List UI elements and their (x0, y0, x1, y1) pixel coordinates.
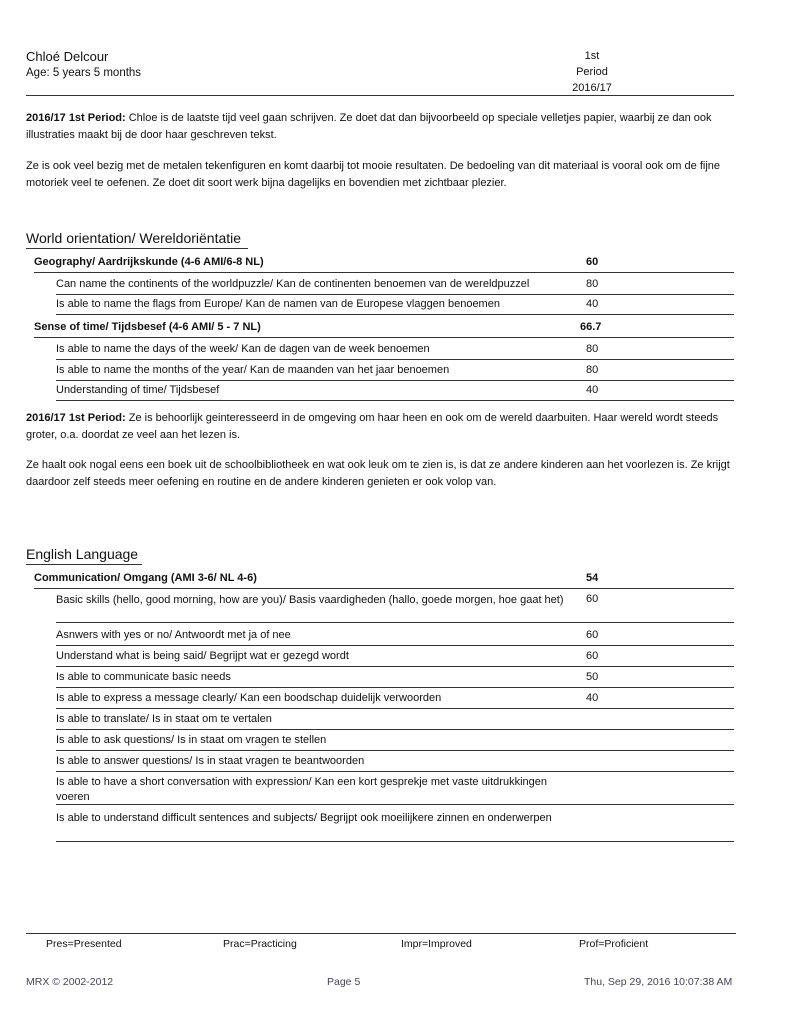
item-score: 40 (586, 298, 599, 310)
row-line (56, 804, 734, 805)
header-rule (26, 95, 734, 96)
legend-improved: Impr=Improved (401, 938, 472, 950)
intro-paragraph-2: Ze is ook veel bezig met de metalen tekenfiguren en komt daarbij tot mooie resultaten. De bedoeling van dit materiaal is vooral ook om de fijne motoriek veel te oefenen. Ze doet dit soort werk bijna dagelijks en bovendien met zichtbaar plezier. (26, 160, 720, 189)
table-row (56, 668, 734, 688)
item-score: 60 (586, 650, 599, 662)
item-label: Is able to name the days of the week/ Kan de dagen van de week benoemen (56, 343, 430, 355)
item-score: 80 (586, 364, 599, 376)
row-line (34, 588, 734, 589)
item-label: Basic skills (hello, good morning, how are you)/ Basis vaardigheden (hallo, goede morgen, hoe gaat het) (56, 594, 564, 606)
period-label-bold: 2016/17 1st Period: (26, 112, 126, 124)
row-line (56, 314, 734, 315)
table-row (56, 811, 734, 842)
item-score: 60 (586, 593, 599, 605)
section-underline-world (26, 248, 248, 249)
item-score: 40 (586, 692, 599, 704)
intro-paragraph-1 (26, 110, 736, 144)
table-row (56, 361, 734, 381)
legend-rule (26, 933, 736, 934)
period-line-2: Period (576, 66, 608, 78)
footer-timestamp: Thu, Sep 29, 2016 10:07:38 AM (584, 976, 733, 988)
section-title-english: English Language (26, 546, 139, 562)
table-row (56, 775, 734, 805)
item-label: Is able to understand difficult sentences and subjects/ Begrijpt ook moeilijkere zinnen en onderwerpen (56, 812, 552, 824)
period-line-3: 2016/17 (572, 82, 612, 94)
table-row (56, 381, 734, 401)
table-row (56, 710, 734, 730)
row-line (56, 622, 734, 623)
item-label: Asnwers with yes or no/ Antwoordt met ja of nee (56, 629, 291, 641)
student-age: Age: 5 years 5 months (26, 67, 142, 79)
table-row (56, 340, 734, 360)
group-row-geography (34, 253, 734, 273)
footer-page-number: Page 5 (327, 976, 361, 988)
section-underline-english (26, 564, 142, 565)
item-label: Understanding of time/ Tijdsbesef (56, 384, 220, 396)
item-label: Can name the continents of the worldpuzzle/ Kan de continenten benoemen van de wereldpuzzel (56, 278, 530, 290)
group-label: Geography/ Aardrijkskunde (4-6 AMI/6-8 NL) (34, 256, 264, 268)
table-row (56, 647, 734, 667)
row-line (56, 750, 734, 751)
item-label: Is able to express a message clearly/ Kan een boodschap duidelijk verwoorden (56, 692, 442, 704)
row-line (34, 272, 734, 273)
table-row (56, 593, 734, 623)
group-label: Sense of time/ Tijdsbesef (4-6 AMI/ 5 - 7 NL) (34, 321, 261, 333)
row-line (56, 729, 734, 730)
item-score: 80 (586, 278, 599, 290)
item-score: 50 (586, 671, 599, 683)
legend-proficient: Prof=Proficient (579, 938, 649, 950)
row-line (56, 645, 734, 646)
group-row-communication (34, 569, 734, 589)
group-row-time (34, 318, 734, 338)
table-row (56, 689, 734, 709)
student-name: Chloé Delcour (26, 49, 109, 64)
world-paragraph-1 (26, 410, 736, 444)
legend-presented: Pres=Presented (46, 938, 122, 950)
item-label: Is able to have a short conversation with expression/ Kan een kort gesprekje met vaste uitdrukkingen voeren (56, 776, 547, 803)
row-line (56, 400, 734, 401)
table-row (56, 275, 734, 295)
item-label: Is able to ask questions/ Is in staat om vragen te stellen (56, 734, 327, 746)
table-row (56, 731, 734, 751)
item-label: Is able to translate/ Is in staat om te vertalen (56, 713, 272, 725)
group-score: 54 (586, 572, 599, 584)
row-line (56, 359, 734, 360)
period-line-1: 1st (584, 50, 600, 62)
footer-copyright: MRX © 2002-2012 (26, 976, 114, 988)
period-label-bold: 2016/17 1st Period: (26, 412, 126, 424)
group-score: 60 (586, 256, 599, 268)
table-row (56, 626, 734, 646)
section-title-world: World orientation/ Wereldoriëntatie (26, 230, 242, 246)
group-label: Communication/ Omgang (AMI 3-6/ NL 4-6) (34, 572, 257, 584)
table-row (56, 295, 734, 315)
item-label: Is able to answer questions/ Is in staat vragen te beantwoorden (56, 755, 365, 767)
row-line (34, 337, 734, 338)
row-line (56, 666, 734, 667)
row-line (56, 841, 734, 842)
item-label: Understand what is being said/ Begrijpt wat er gezegd wordt (56, 650, 349, 662)
world-paragraph-2: Ze haalt ook nogal eens een boek uit de schoolbibliotheek en wat ook leuk om te zien is, is dat ze andere kinderen aan het voorlezen is. Ze krijgt daardoor zelf steeds meer oefening en routine en de andere kinderen genieten er ook volop van. (26, 459, 730, 488)
intro-paragraph-1-text: Chloe is de laatste tijd veel gaan schrijven. Ze doet dat dan bijvoorbeeld op speciale velletjes papier, waarbij ze dan ook illustraties maakt bij de door haar geschreven tekst. (26, 112, 712, 141)
group-score: 66.7 (580, 321, 602, 333)
item-score: 40 (586, 384, 599, 396)
legend-practicing: Prac=Practicing (223, 938, 297, 950)
row-line (56, 771, 734, 772)
period-label (552, 48, 632, 96)
item-label: Is able to name the flags from Europe/ Kan de namen van de Europese vlaggen benoemen (56, 298, 500, 310)
table-row (56, 752, 734, 772)
world-paragraph-1-text: Ze is behoorlijk geinteresseerd in de omgeving om haar heen en ook om de wereld daarbuiten. Haar wereld wordt steeds groter, o.a. doordat ze veel aan het lezen is. (26, 412, 719, 441)
item-score: 60 (586, 629, 599, 641)
item-label: Is able to name the months of the year/ Kan de maanden van het jaar benoemen (56, 364, 450, 376)
row-line (56, 687, 734, 688)
row-line (56, 708, 734, 709)
item-label: Is able to communicate basic needs (56, 671, 231, 683)
item-score: 80 (586, 343, 599, 355)
